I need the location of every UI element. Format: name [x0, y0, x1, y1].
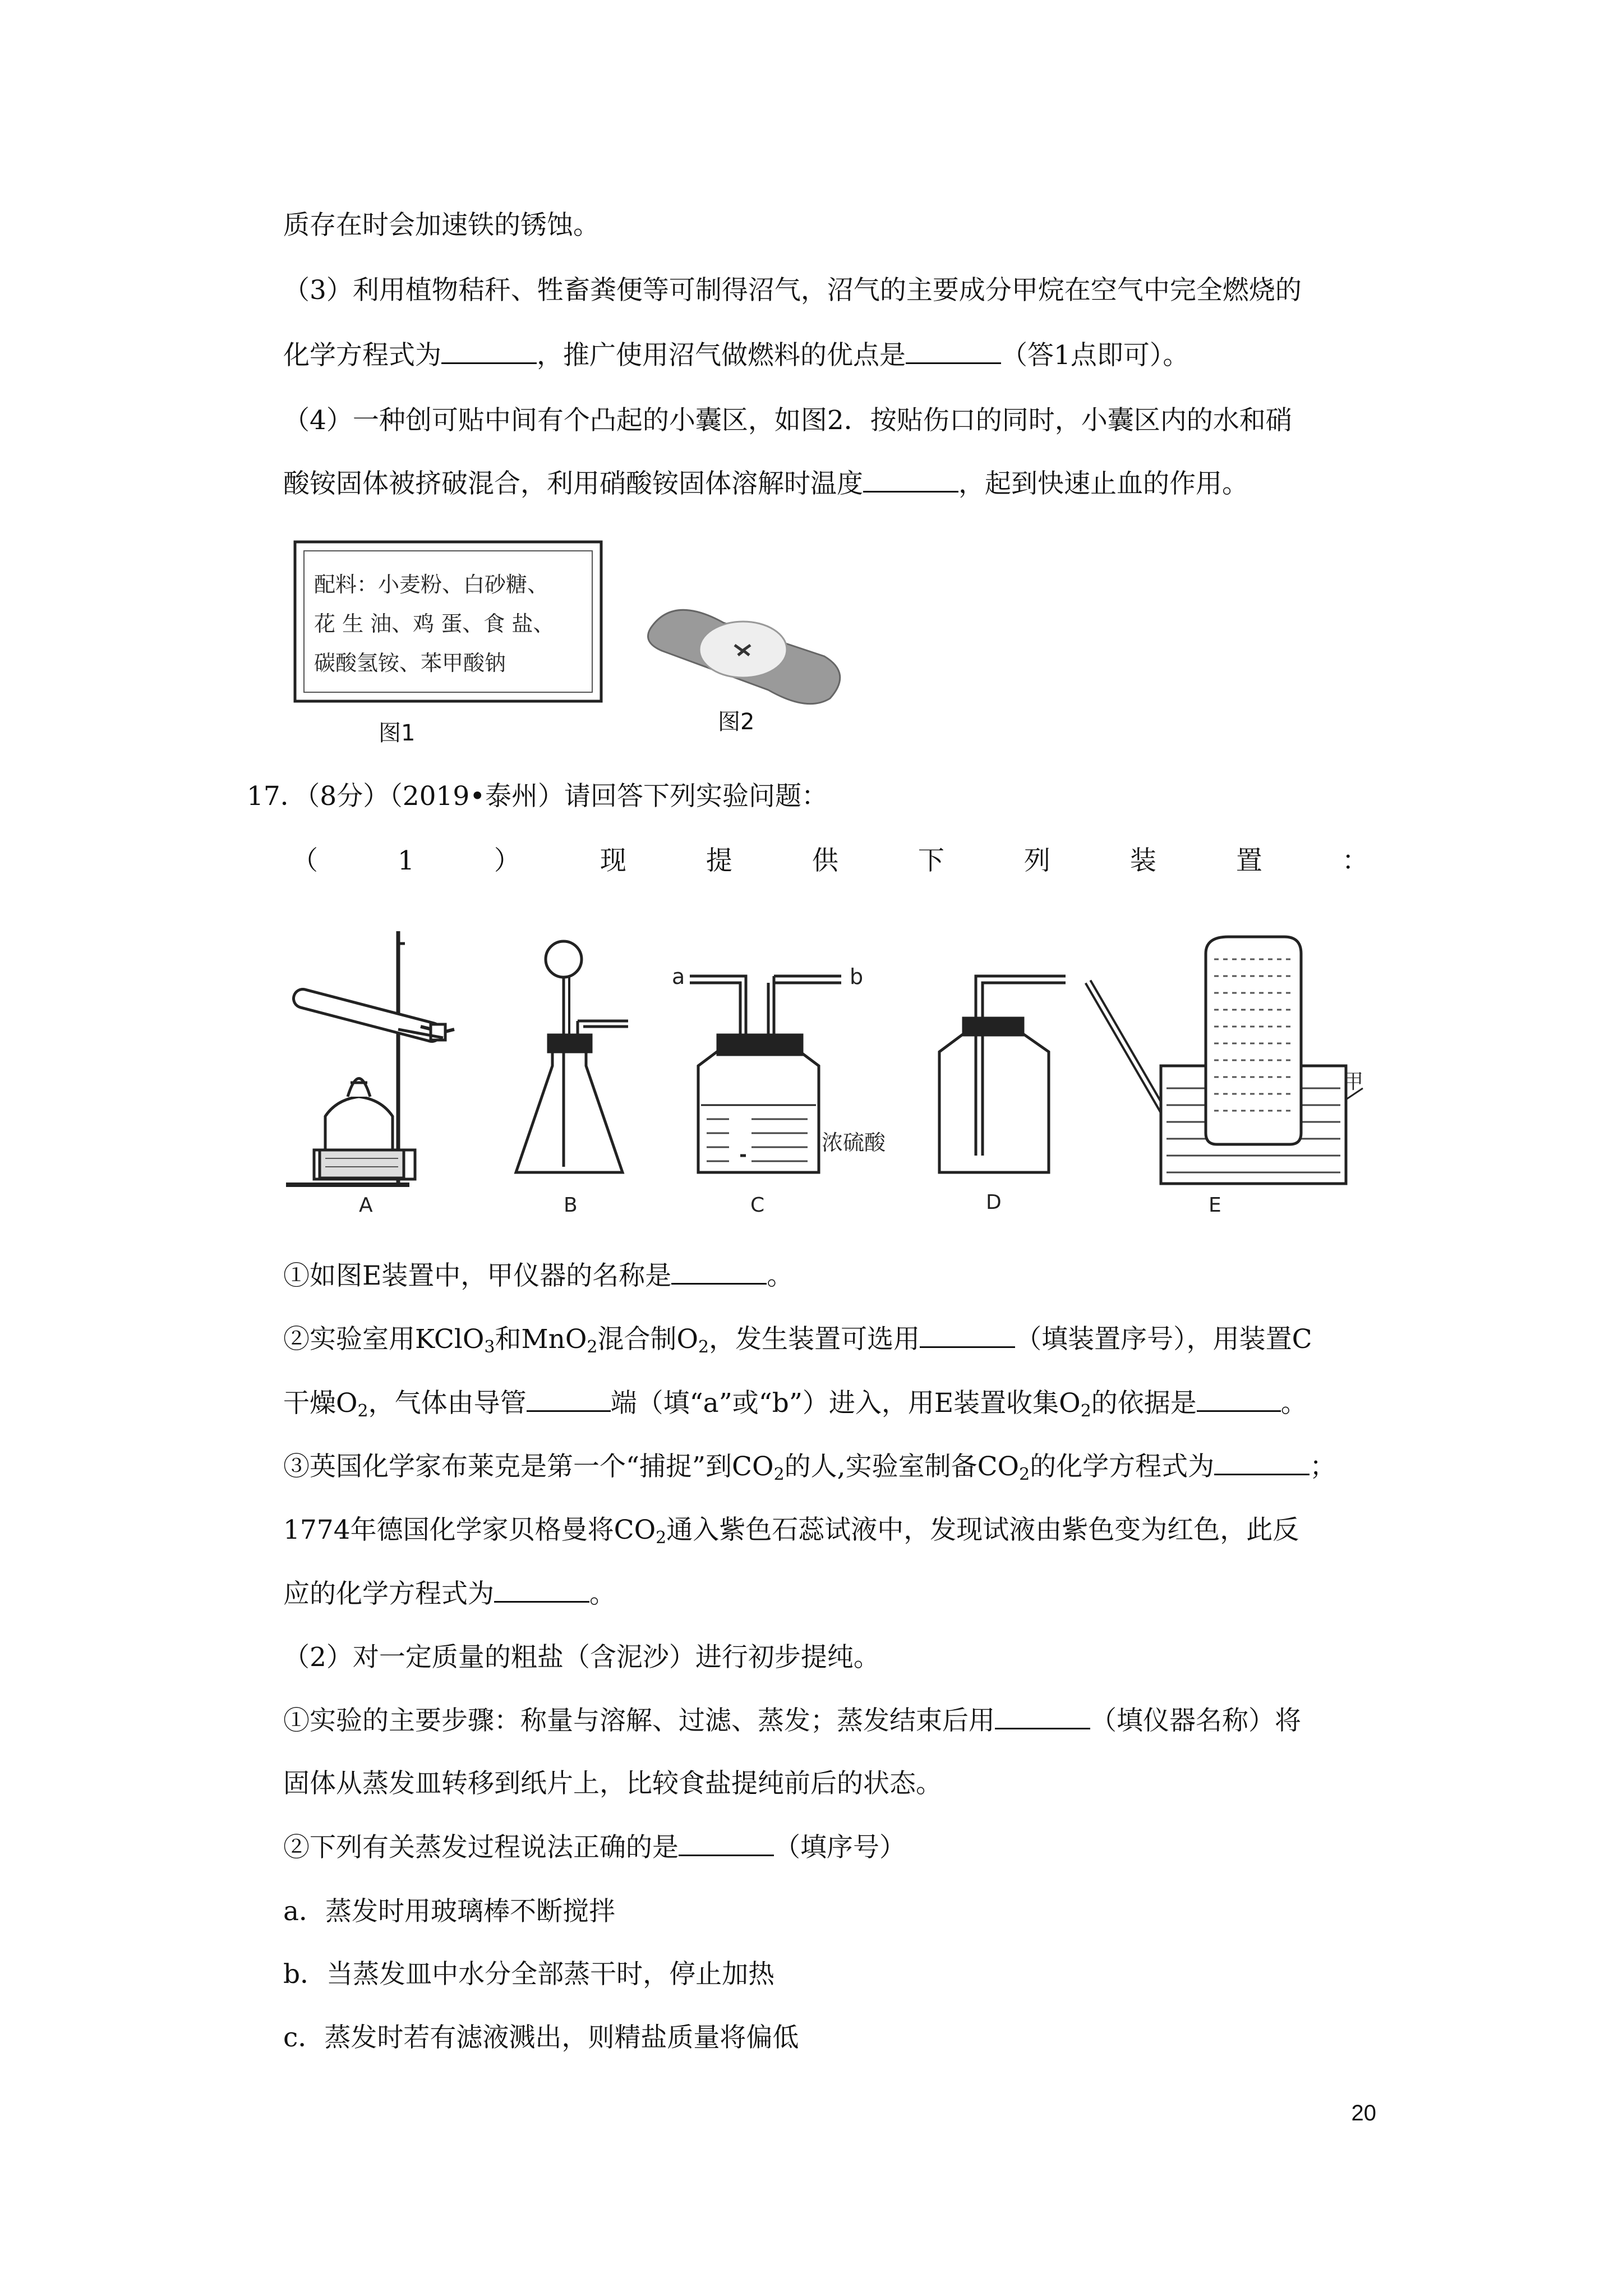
text-segment: 酸铵固体被挤破混合，利用硝酸铵固体溶解时温度: [283, 468, 863, 499]
tube-a-label: a: [672, 964, 685, 989]
text-line: [283, 339, 1189, 372]
figure-1-ingredients-card: [292, 539, 606, 707]
text-segment: 应的化学方程式为: [283, 1579, 494, 1609]
spread-char: 提: [706, 845, 732, 876]
answer-blank: [1214, 1452, 1310, 1475]
figure-2-bandage: [639, 589, 852, 712]
spread-char: 下: [917, 845, 944, 876]
apparatus-c: [672, 964, 886, 1172]
figure-2-label: 图2: [718, 709, 755, 735]
text-segment: （答1点即可）。: [1001, 340, 1189, 371]
text-line: [283, 1704, 1301, 1738]
subscript: 2: [1019, 1465, 1030, 1484]
text-segment: ，气体由导管: [368, 1388, 527, 1419]
spread-char: 装: [1129, 845, 1156, 876]
text-segment: 。: [1280, 1388, 1307, 1419]
text-line: 固体从蒸发皿转移到纸片上，比较食盐提纯前后的状态。: [283, 1768, 942, 1799]
option-a: a．蒸发时用玻璃棒不断搅拌: [283, 1896, 616, 1927]
text-line: （3）利用植物秸秆、牲畜粪便等可制得沼气，沼气的主要成分甲烷在空气中完全燃烧的: [283, 275, 1302, 306]
text-line: （4）一种创可贴中间有个凸起的小囊区，如图2．按贴伤口的同时，小囊区内的水和硝: [283, 405, 1292, 436]
answer-blank: [863, 470, 958, 493]
jia-label: 甲: [1343, 1070, 1364, 1093]
spread-char: 现: [600, 845, 626, 876]
subscript: 2: [357, 1401, 368, 1421]
apparatus-d: [939, 976, 1066, 1172]
text-segment: （填序号）: [774, 1832, 906, 1863]
label-e: E: [1209, 1194, 1221, 1217]
text-segment: 1774年德国化学家贝格曼将CO: [283, 1515, 656, 1545]
text-line: [283, 1831, 906, 1865]
text-segment: ，起到快速止血的作用。: [958, 468, 1248, 499]
answer-blank: [995, 1706, 1090, 1729]
answer-blank: [920, 1325, 1015, 1348]
figure-1-label: 图1: [379, 720, 416, 746]
question-17-part1-line: [292, 844, 1368, 878]
tube-b-label: b: [850, 964, 864, 989]
subscript: 2: [698, 1337, 709, 1357]
text-segment: （填仪器名称）将: [1090, 1705, 1301, 1736]
text-segment: ②下列有关蒸发过程说法正确的是: [283, 1832, 679, 1863]
answer-blank: [679, 1833, 774, 1856]
spread-char: 1: [398, 845, 414, 876]
label-b: B: [564, 1194, 578, 1217]
text-segment: 干燥O: [283, 1388, 358, 1419]
text-line: [283, 1450, 1336, 1484]
answer-blank: [1197, 1389, 1281, 1412]
text-line: [283, 1259, 793, 1293]
answer-blank: [671, 1262, 767, 1285]
spread-char: ：: [1341, 845, 1368, 876]
question-17-header: 17．（8分）（2019•泰州）请回答下列实验问题：: [247, 781, 828, 812]
ingredients-line-3: 碳酸氢铵、苯甲酸钠: [314, 651, 506, 675]
option-c: c．蒸发时若有滤液溅出，则精盐质量将偏低: [283, 2022, 799, 2053]
label-d: D: [986, 1191, 1002, 1214]
page-number: 20: [1351, 2101, 1376, 2125]
text-segment: 和MnO: [495, 1324, 587, 1355]
acid-label: 浓硫酸: [822, 1130, 886, 1155]
text-segment: ③英国化学家布莱克是第一个“捕捉”到CO: [283, 1451, 774, 1482]
text-segment: （填装置序号），用装置C: [1015, 1324, 1312, 1355]
text-segment: ；: [1310, 1451, 1336, 1482]
answer-blank: [441, 341, 537, 364]
option-b: b．当蒸发皿中水分全部蒸干时，停止加热: [283, 1959, 775, 1990]
apparatus-a: [286, 931, 454, 1185]
text-segment: 。: [589, 1579, 616, 1609]
text-segment: ，推广使用沼气做燃料的优点是: [537, 340, 906, 371]
text-line: [283, 1323, 1312, 1356]
spread-char: 列: [1023, 845, 1050, 876]
text-line: [283, 467, 1248, 501]
text-line: [283, 1577, 616, 1611]
text-segment: 混合制O: [597, 1324, 699, 1355]
text-segment: 端（填“a”或“b”）进入，用E装置收集O: [610, 1388, 1081, 1419]
text-segment: 化学方程式为: [283, 340, 441, 371]
spread-char: （: [292, 845, 318, 876]
text-line: [283, 1513, 1299, 1547]
text-segment: 的人,实验室制备CO: [784, 1451, 1020, 1482]
text-segment: ②实验室用KClO: [283, 1324, 485, 1355]
text-line: [283, 1387, 1307, 1420]
subscript: 3: [484, 1337, 495, 1357]
text-segment: ，发生装置可选用: [709, 1324, 920, 1355]
text-segment: 。: [767, 1260, 794, 1291]
apparatus-b: [516, 941, 628, 1172]
apparatus-diagram: [280, 920, 1368, 1223]
apparatus-e: [1088, 937, 1363, 1184]
subscript: 2: [656, 1528, 667, 1548]
answer-blank: [527, 1389, 611, 1412]
text-segment: 的依据是: [1091, 1388, 1197, 1419]
ingredients-line-1: 配料：小麦粉、白砂糖、: [314, 572, 549, 597]
text-segment: 的化学方程式为: [1030, 1451, 1215, 1482]
spread-char: ）: [494, 845, 520, 876]
text-line: （2）对一定质量的粗盐（含泥沙）进行初步提纯。: [283, 1642, 880, 1673]
subscript: 2: [587, 1337, 598, 1357]
answer-blank: [494, 1580, 589, 1603]
ingredients-line-2: 花 生 油、鸡 蛋、食 盐、: [314, 611, 555, 636]
text-line: 质存在时会加速铁的锈蚀。: [283, 210, 600, 241]
text-segment: ①如图E装置中，甲仪器的名称是: [283, 1260, 672, 1291]
label-c: C: [750, 1194, 765, 1217]
subscript: 2: [1080, 1401, 1091, 1421]
subscript: 2: [773, 1465, 785, 1484]
text-segment: 通入紫色石蕊试液中，发现试液由紫色变为红色，此反: [666, 1515, 1299, 1545]
text-segment: ①实验的主要步骤：称量与溶解、过滤、蒸发；蒸发结束后用: [283, 1705, 995, 1736]
label-a: A: [359, 1194, 373, 1217]
answer-blank: [906, 341, 1001, 364]
spread-char: 置: [1235, 845, 1262, 876]
spread-char: 供: [811, 845, 838, 876]
